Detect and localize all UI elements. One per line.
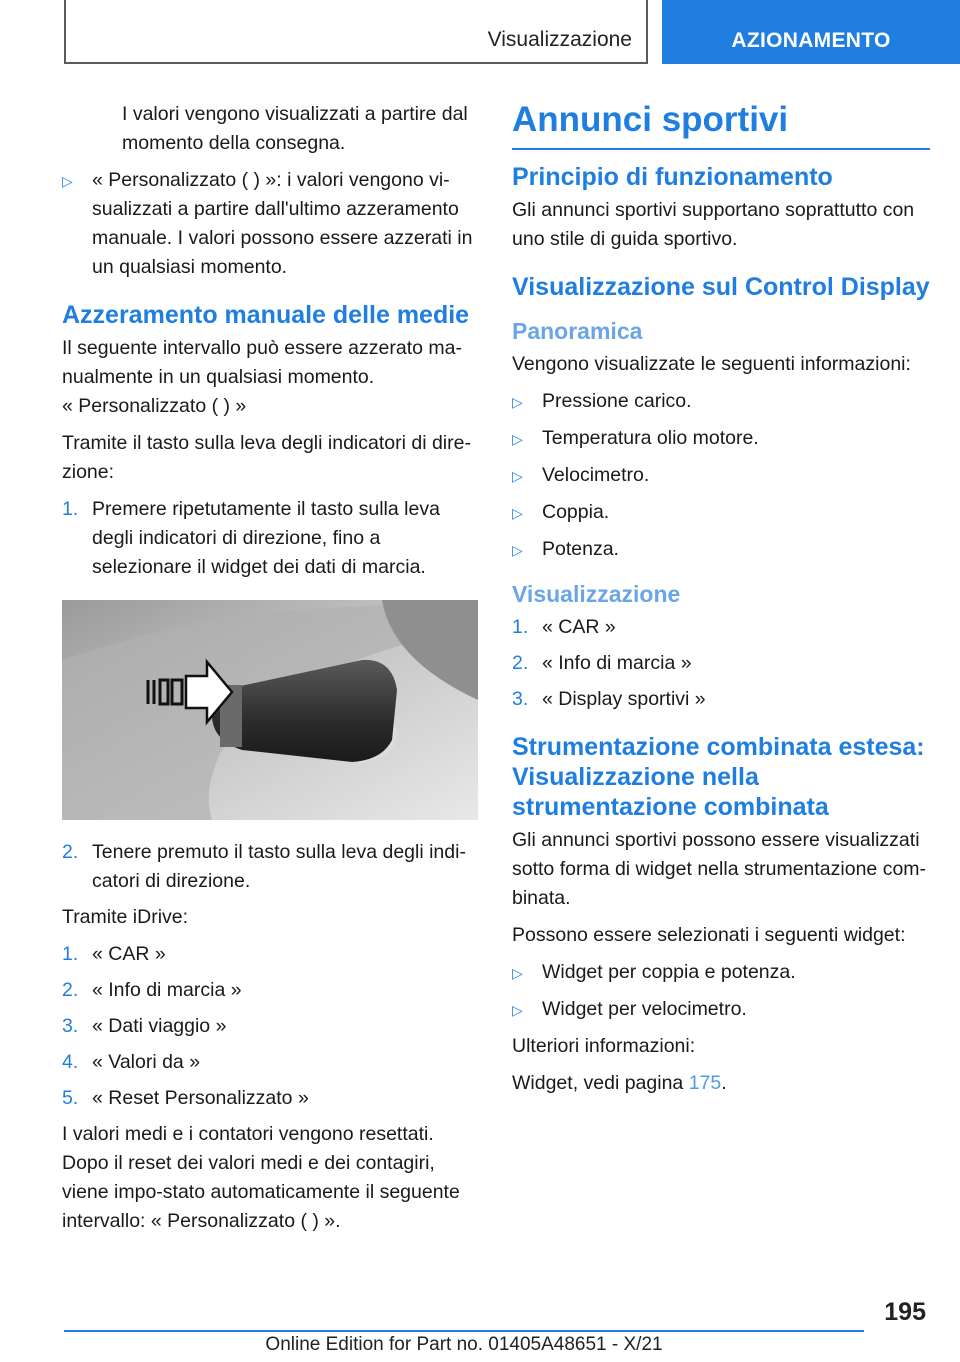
numbered-step — [62, 1012, 480, 1041]
numbered-step — [62, 940, 480, 969]
period: . — [721, 1072, 727, 1094]
paragraph-personalizzato: « Personalizzato ( ) » — [62, 395, 247, 417]
paragraph-reset: I valori medi e i contatori vengono resettati. Dopo il reset dei valori medi e dei contagiri, viene impo-stato automaticamente il seguente intervallo: « Personalizzato ( ) ». — [62, 1123, 460, 1232]
step-number: 2. — [512, 652, 529, 674]
bullet-text: Potenza. — [542, 538, 619, 560]
step-number: 1. — [62, 943, 79, 965]
paragraph-continued: I valori vengono visualizzati a partire dal momento della consegna. — [122, 103, 468, 154]
bullet-item — [62, 166, 480, 282]
heading-panoramica: Panoramica — [512, 318, 643, 344]
bullet-text: Widget per coppia e potenza. — [542, 961, 796, 983]
bullet-text: Pressione carico. — [542, 390, 692, 412]
paragraph-idrive: Tramite iDrive: — [62, 906, 189, 928]
paragraph-ulteriori: Ulteriori informazioni: — [512, 1035, 696, 1057]
step-number: 2. — [62, 841, 79, 863]
step-number: 2. — [62, 979, 79, 1001]
bullet-text: Coppia. — [542, 501, 610, 523]
step-number: 4. — [62, 1051, 79, 1073]
step-text: « CAR » — [542, 616, 616, 638]
step-text: Premere ripetutamente il tasto sulla leva degli indicatori di direzione, fino a selezionare il widget dei dati di marcia. — [92, 498, 440, 578]
step-number: 5. — [62, 1087, 79, 1109]
heading-annunci-sportivi: Annunci sportivi — [512, 100, 930, 150]
step-number: 1. — [62, 498, 79, 520]
step-text: « Valori da » — [92, 1051, 201, 1073]
chapter-tab[interactable]: AZIONAMENTO — [662, 0, 960, 64]
numbered-step — [62, 1084, 480, 1113]
bullet-item — [512, 424, 930, 454]
info-list — [512, 387, 930, 565]
step-text: « Dati viaggio » — [92, 1015, 227, 1037]
bullet-item — [512, 958, 930, 988]
bullet-text: « Personalizzato ( ) »: i valori vengono vi-sualizzati a partire dall'ultimo azzeramento manuale. I valori possono essere azzerati in un qualsiasi momento. — [92, 169, 473, 278]
numbered-step — [62, 976, 480, 1005]
visualizzazione-steps — [512, 613, 930, 714]
turn-signal-lever-figure — [62, 600, 478, 820]
bullet-text: Velocimetro. — [542, 464, 650, 486]
paragraph-strumentazione: Gli annunci sportivi possono essere visualizzati sotto forma di widget nella strumentazione com-binata. — [512, 829, 927, 909]
steps-list-2 — [62, 838, 480, 896]
heading-azzeramento: Azzeramento manuale delle medie — [62, 301, 470, 329]
step-text: « Info di marcia » — [92, 979, 242, 1001]
header-frame — [64, 0, 648, 64]
steps-list-1 — [62, 495, 480, 582]
heading-strumentazione: Strumentazione combinata estesa: Visualizzazione nella strumentazione combinata — [512, 733, 925, 821]
paragraph-panoramica: Vengono visualizzate le seguenti informazioni: — [512, 353, 911, 375]
numbered-step — [62, 495, 480, 582]
step-text: « CAR » — [92, 943, 166, 965]
step-text: « Reset Personalizzato » — [92, 1087, 309, 1109]
numbered-step — [512, 649, 930, 678]
step-text: « Display sportivi » — [542, 688, 706, 710]
triangle-bullet-icon: ▷ — [512, 965, 523, 981]
bullet-text: Temperatura olio motore. — [542, 427, 759, 449]
heading-control-display: Visualizzazione sul Control Display — [512, 273, 930, 301]
page-number: 195 — [884, 1298, 926, 1326]
bullet-item — [512, 387, 930, 417]
triangle-bullet-icon: ▷ — [512, 431, 523, 447]
section-title: Visualizzazione — [487, 28, 632, 51]
edition-footer: Online Edition for Part no. 01405A48651 - X/21 — [265, 1334, 663, 1355]
paragraph-tasto: Tramite il tasto sulla leva degli indicatori di dire-zione: — [62, 432, 471, 483]
step-number: 1. — [512, 616, 529, 638]
page-link[interactable]: 175 — [688, 1072, 722, 1094]
bullet-item — [512, 995, 930, 1025]
numbered-step — [512, 613, 930, 642]
numbered-step — [62, 838, 480, 896]
vedi-text: Widget, vedi pagina — [512, 1072, 684, 1094]
idrive-steps — [62, 940, 480, 1113]
bullet-item — [512, 535, 930, 565]
numbered-step — [62, 1048, 480, 1077]
bullet-text: Widget per velocimetro. — [542, 998, 747, 1020]
heading-principio: Principio di funzionamento — [512, 163, 833, 191]
paragraph-principio: Gli annunci sportivi supportano soprattutto con uno stile di guida sportivo. — [512, 199, 915, 250]
triangle-bullet-icon: ▷ — [512, 1002, 523, 1018]
triangle-bullet-icon: ▷ — [512, 468, 523, 484]
bullet-item — [512, 498, 930, 528]
heading-visualizzazione: Visualizzazione — [512, 581, 681, 607]
bullet-item — [512, 461, 930, 491]
paragraph-widget: Possono essere selezionati i seguenti widget: — [512, 924, 906, 946]
numbered-step — [512, 685, 930, 714]
triangle-bullet-icon: ▷ — [512, 542, 523, 558]
step-number: 3. — [512, 688, 529, 710]
paragraph-vedi-pagina — [512, 1069, 930, 1098]
triangle-bullet-icon: ▷ — [62, 173, 73, 189]
triangle-bullet-icon: ▷ — [512, 394, 523, 410]
step-number: 3. — [62, 1015, 79, 1037]
right-column — [512, 100, 930, 1106]
widget-list — [512, 958, 930, 1025]
step-text: « Info di marcia » — [542, 652, 692, 674]
triangle-bullet-icon: ▷ — [512, 505, 523, 521]
left-column — [62, 100, 480, 1244]
paragraph-intervallo: Il seguente intervallo può essere azzerato ma-nualmente in un qualsiasi momento. — [62, 337, 462, 388]
step-text: Tenere premuto il tasto sulla leva degli indi-catori di direzione. — [92, 841, 466, 892]
